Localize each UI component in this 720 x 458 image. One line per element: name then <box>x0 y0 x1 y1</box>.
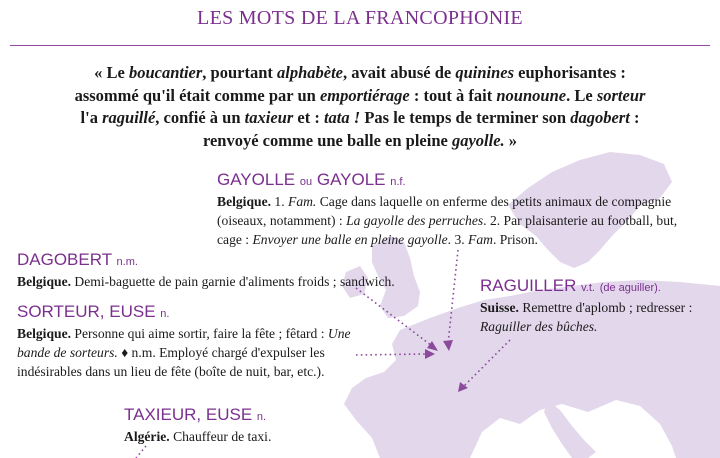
headword-gayolle: GAYOLLE ou GAYOLE n.f. <box>217 170 406 189</box>
headword-raguiller: RAGUILLER v.t. (de aguiller). <box>480 276 661 295</box>
quote-line-3: l'a raguillé, confié à un taxieur et : tata ! Pas le temps de terminer son dagobert : <box>80 108 640 127</box>
entry-dagobert <box>17 250 437 291</box>
page-title: LES MOTS DE LA FRANCOPHONIE <box>197 7 523 29</box>
definition-dagobert: Belgique. Demi-baguette de pain garnie d'aliments froids ; sandwich. <box>17 274 395 289</box>
entry-gayolle <box>217 170 699 249</box>
headword-dagobert: DAGOBERT n.m. <box>17 250 138 269</box>
entry-raguiller <box>480 276 712 336</box>
definition-taxieur: Algérie. Chauffeur de taxi. <box>124 429 272 444</box>
quote-line-4: renvoyé comme une balle en pleine gayolle. » <box>202 130 518 150</box>
quote-block <box>14 62 706 152</box>
headword-sorteur: SORTEUR, EUSE n. <box>17 302 170 321</box>
headword-taxieur: TAXIEUR, EUSE n. <box>124 405 267 424</box>
quote-line-1: « Le boucantier, pourtant alphabète, avait abusé de quinines euphorisantes : <box>94 63 626 82</box>
definition-raguiller: Suisse. Remettre d'aplomb ; redresser : Raguiller des bûches. <box>480 300 693 334</box>
entry-sorteur <box>17 302 377 381</box>
quote-line-2: assommé qu'il était comme par un emportiérage : tout à fait nounoune. Le sorteur <box>74 85 646 105</box>
pointer-taxieur <box>136 446 146 458</box>
entry-taxieur <box>124 405 404 446</box>
definition-sorteur: Belgique. Personne qui aime sortir, faire la fête ; fêtard : Une bande de sorteurs. ♦ n.m. Employé chargé d'expulser les indésirables dans un lieu de fête (boîte de nuit, bar, etc.). <box>17 326 351 379</box>
title-divider <box>10 45 710 46</box>
definition-gayolle: Belgique. 1. Fam. Cage dans laquelle on enferme des petits animaux de compagnie (oiseaux, notamment) : La gayolle des perruches. 2. Par plaisanterie au football, but, cage : Envoyer une balle en pleine gayolle. 3. Fam. Prison. <box>217 194 678 247</box>
